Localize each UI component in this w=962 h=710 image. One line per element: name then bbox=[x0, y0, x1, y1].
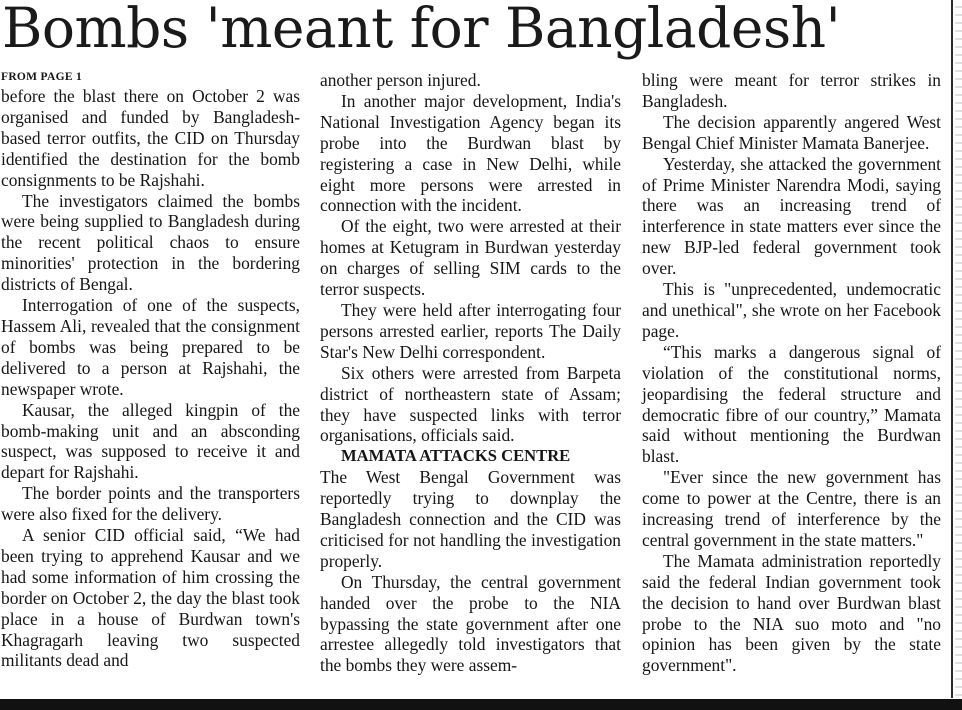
paragraph: In another major development, India's National Investigation Agency began its probe into the Burdwan blast by registering a case in New Delhi, while eight more persons were arrested in connection with the incident. bbox=[320, 90, 621, 216]
page-bottom-border bbox=[0, 699, 962, 710]
paragraph: The West Bengal Government was reportedly trying to downplay the Bangladesh connection and the CID was criticised for not handling the investigation properly. bbox=[320, 467, 621, 571]
paragraph: Kausar, the alleged kingpin of the bomb-making unit and an absconding suspect, was supposed to receive it and depart for Rajshahi. bbox=[1, 399, 300, 483]
article-column-1 bbox=[1, 68, 300, 671]
paragraph: Yesterday, she attacked the government of Prime Minister Narendra Modi, saying there was an increasing trend of interference in state matters ever since the new BJP-led federal government took over. bbox=[642, 153, 941, 279]
paragraph: The decision apparently angered West Bengal Chief Minister Mamata Banerjee. bbox=[642, 111, 941, 153]
paragraph: The Mamata administration reportedly said the federal Indian government took the decision to hand over Burdwan blast probe to the NIA suo moto and "no opinion has been given by the state government". bbox=[642, 550, 941, 676]
paragraph: The border points and the transporters were also fixed for the delivery. bbox=[1, 483, 300, 525]
headline: Bombs 'meant for Bangladesh' bbox=[2, 0, 841, 60]
paragraph: The investigators claimed the bombs were being supplied to Bangladesh during the recent political chaos to ensure minorities' protection in the bordering districts of Bengal. bbox=[1, 190, 300, 295]
paragraph: bling were meant for terror strikes in Bangladesh. bbox=[642, 70, 941, 111]
paragraph: They were held after interrogating four persons arrested earlier, reports The Daily Star's New Delhi correspondent. bbox=[320, 299, 621, 362]
article-column-3 bbox=[642, 70, 941, 676]
paragraph: This is "unprecedented, undemocratic and unethical", she wrote on her Facebook page. bbox=[642, 279, 941, 341]
subhead-mamata-attacks-centre: MAMATA ATTACKS CENTRE bbox=[341, 446, 571, 466]
column-rule bbox=[951, 0, 953, 698]
kicker-from-page-1: FROM PAGE 1 bbox=[1, 71, 83, 83]
paragraph: Interrogation of one of the suspects, Hassem Ali, revealed that the consignment of bombs was being prepared to be delivered to a person at Rajshahi, the newspaper wrote. bbox=[1, 295, 300, 399]
paragraph: Of the eight, two were arrested at their homes at Ketugram in Burdwan yesterday on charges of selling SIM cards to the terror suspects. bbox=[320, 216, 621, 300]
paragraph: before the blast there on October 2 was organised and funded by Bangladesh-based terror outfits, the CID on Thursday identified the destination for the bomb consignments to be Rajshahi. bbox=[1, 86, 300, 190]
paragraph: "Ever since the new government has come to power at the Centre, there is an increasing trend of interference by the central government in the state matters." bbox=[642, 467, 941, 550]
paragraph: another person injured. bbox=[320, 70, 481, 90]
paragraph: On Thursday, the central government handed over the probe to the NIA bypassing the state government after one arrestee allegedly told investigators that the bombs they were assem- bbox=[320, 571, 621, 676]
paragraph: Six others were arrested from Barpeta district of northeastern state of Assam; they have suspected links with terror organisations, officials said. bbox=[320, 362, 621, 446]
paragraph: A senior CID official said, “We had been trying to apprehend Kausar and we had some information of him crossing the border on October 2, the day the blast took place in a house of Burdwan town's Khagragarh leaving two suspected militants dead and bbox=[1, 525, 300, 671]
article-column-2 bbox=[320, 70, 621, 676]
adjacent-article-edge bbox=[955, 0, 962, 698]
paragraph: “This marks a dangerous signal of violation of the constitutional norms, jeopardising the federal structure and democratic fibre of our country,” Mamata said without mentioning the Burdwan blast. bbox=[642, 341, 941, 467]
